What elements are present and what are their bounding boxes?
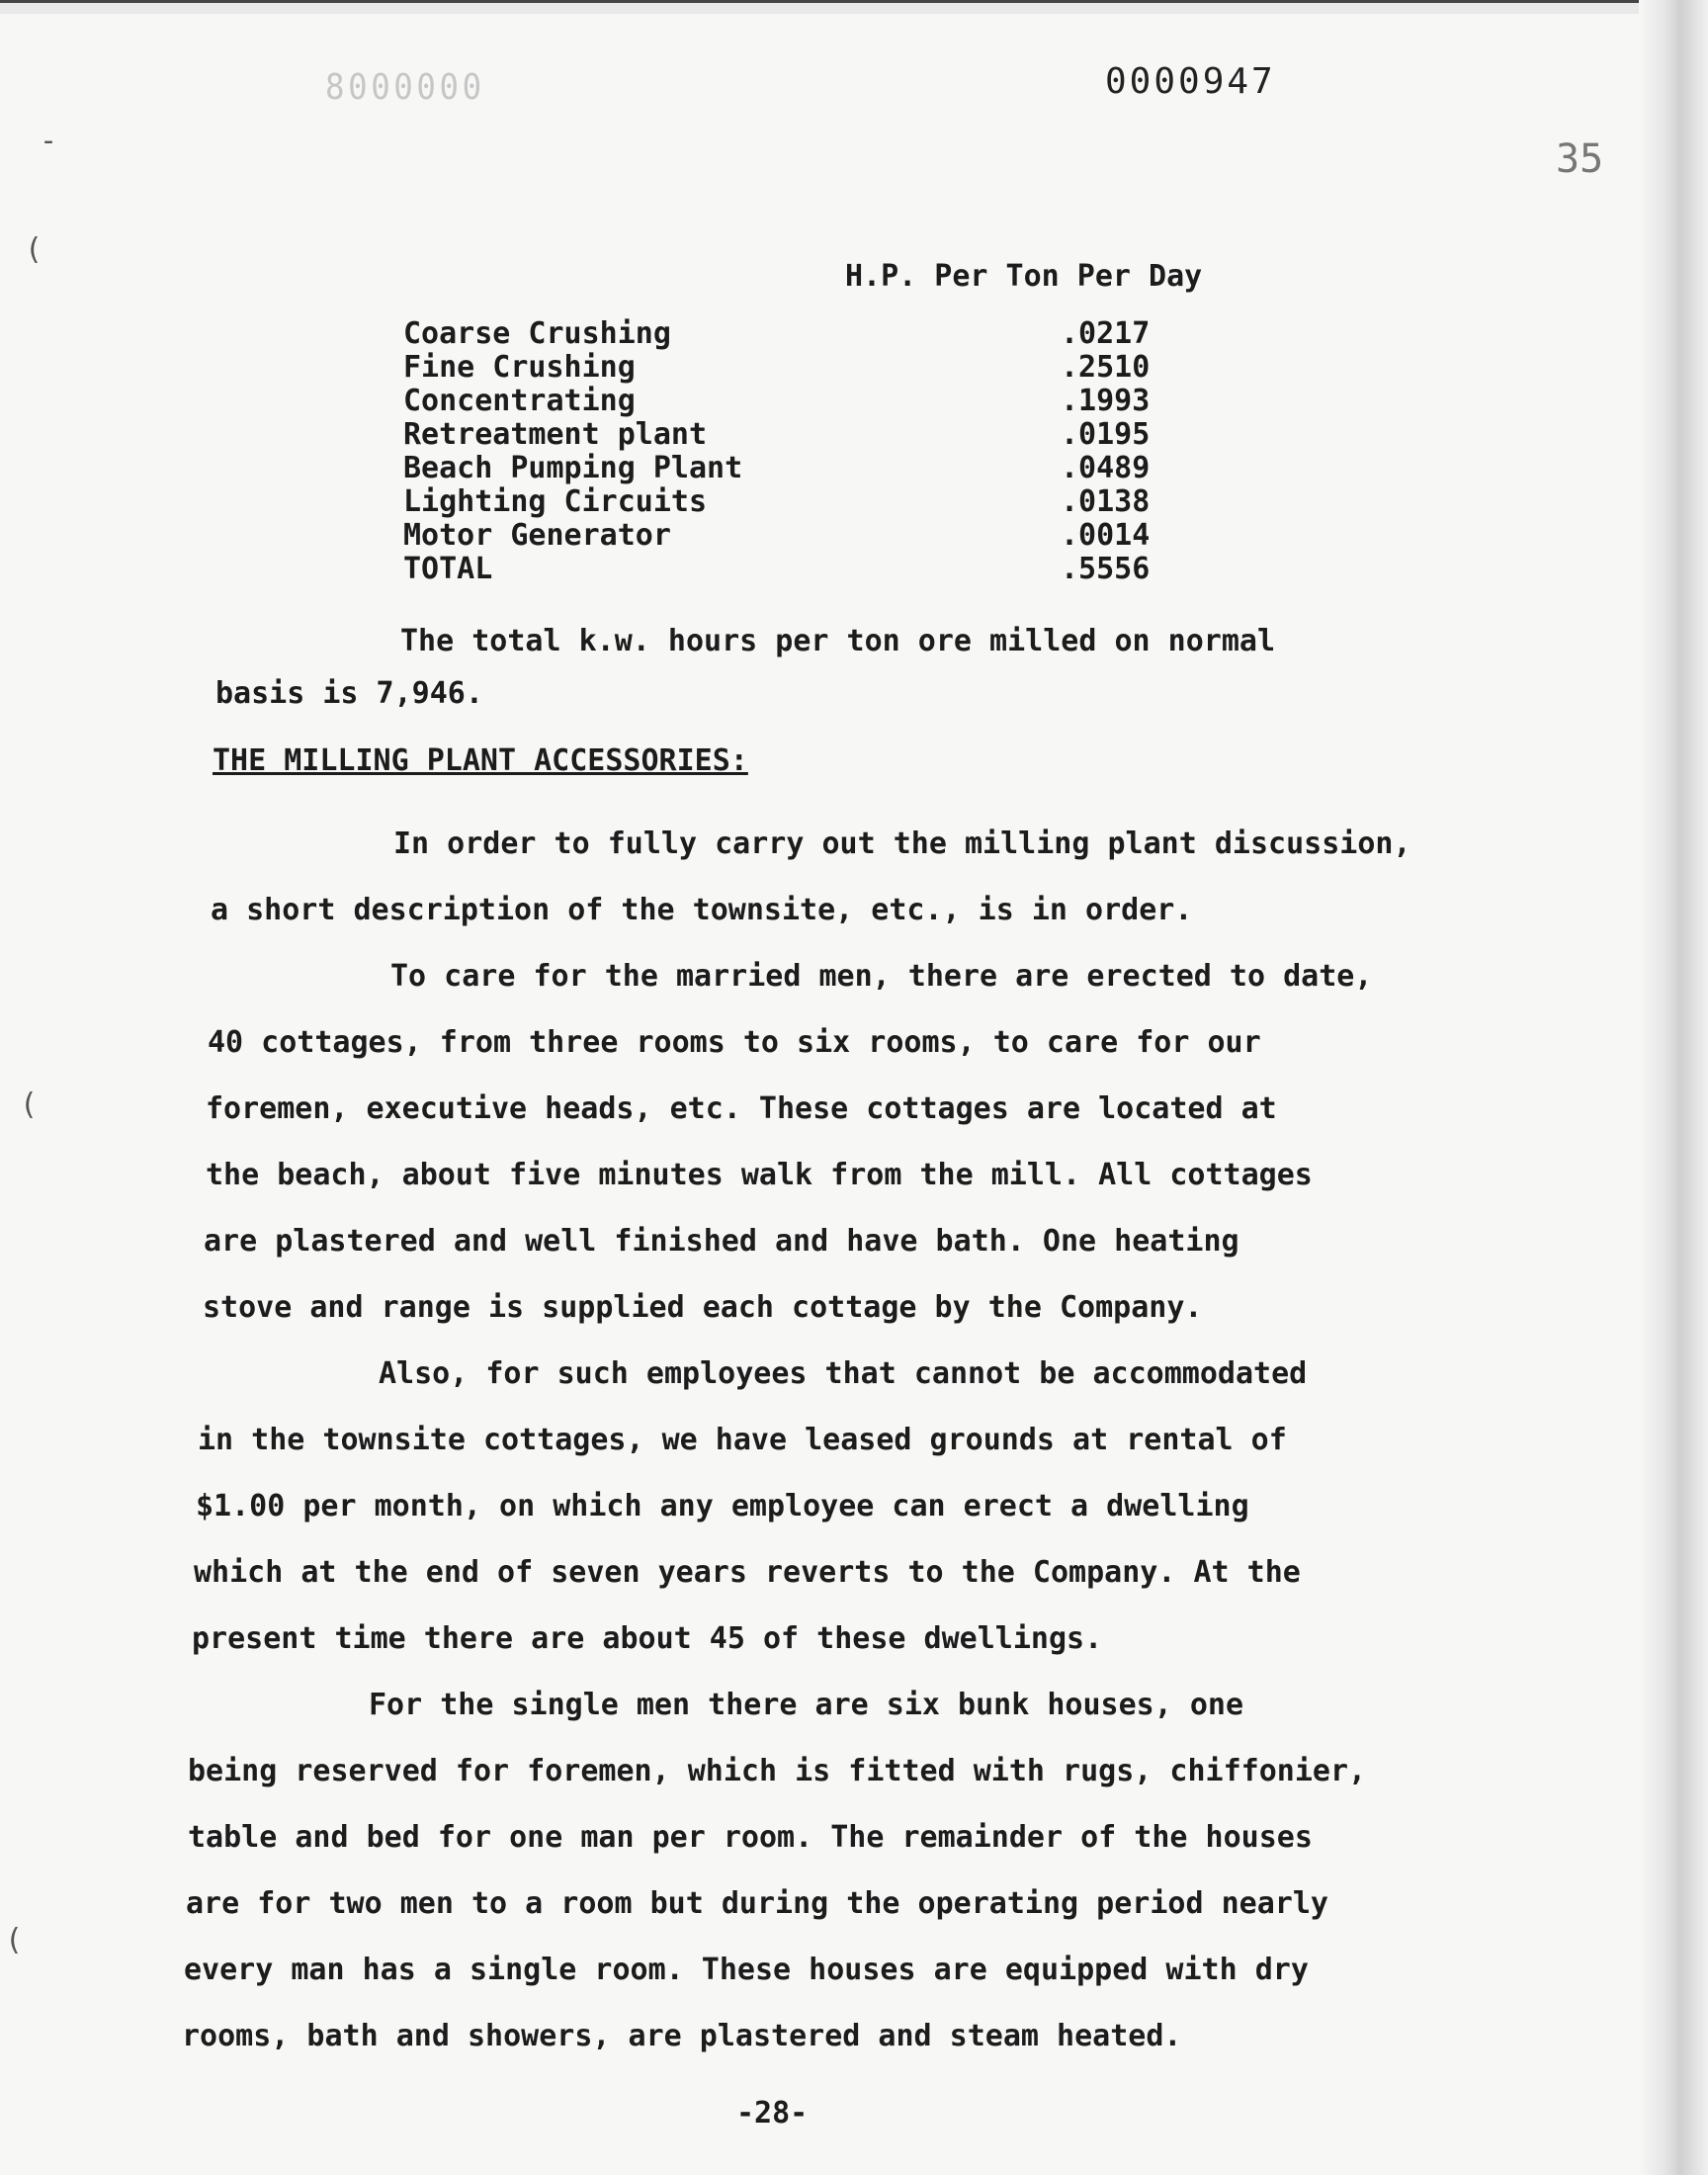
scan-right-edge (1639, 0, 1708, 2175)
margin-bracket: ( (25, 232, 43, 267)
text-line: the beach, about five minutes walk from the mill. All cottages (206, 1158, 1313, 1192)
hp-row-label: Motor Generator (403, 518, 671, 553)
margin-tick: - (40, 124, 58, 158)
margin-bracket: ( (20, 1088, 39, 1122)
hp-row-value: .5556 (1061, 552, 1151, 586)
hp-row-value: .0014 (1061, 518, 1151, 553)
text-line: 40 cottages, from three rooms to six rooms, to care for our (208, 1025, 1261, 1060)
hp-table-row (403, 484, 1174, 518)
hp-row-label: Coarse Crushing (403, 316, 671, 351)
hp-row-label: Beach Pumping Plant (403, 451, 743, 485)
hp-row-value: .0489 (1061, 451, 1151, 485)
hp-table-row (403, 518, 1174, 552)
hp-row-label: Lighting Circuits (403, 484, 708, 519)
hp-row-value: .0138 (1061, 484, 1151, 519)
hp-table-header: H.P. Per Ton Per Day (845, 259, 1203, 294)
text-line: In order to fully carry out the milling plant discussion, (393, 826, 1411, 861)
text-line: which at the end of seven years reverts to the Company. At the (194, 1555, 1301, 1590)
scan-top-edge (0, 0, 1708, 14)
text-line: being reserved for foremen, which is fitted with rugs, chiffonier, (188, 1754, 1367, 1788)
section-heading: THE MILLING PLANT ACCESSORIES: (213, 743, 748, 778)
document-number: 0000947 (1105, 61, 1276, 102)
text-line: in the townsite cottages, we have leased grounds at rental of (198, 1423, 1287, 1457)
text-line: Also, for such employees that cannot be accommodated (379, 1356, 1308, 1391)
hp-row-value: .2510 (1061, 350, 1151, 385)
page-number: -28- (736, 2096, 809, 2131)
hp-table-row (403, 350, 1174, 384)
text-line: are plastered and well finished and have bath. One heating (204, 1224, 1239, 1259)
text-line: rooms, bath and showers, are plastered and steam heated. (182, 2019, 1182, 2053)
hp-table-row (403, 384, 1174, 417)
hp-row-value: .1993 (1061, 384, 1151, 418)
margin-bracket: ( (5, 1923, 24, 1958)
hp-table-row (403, 451, 1174, 484)
hp-row-label: Retreatment plant (403, 417, 708, 452)
hp-row-label: Fine Crushing (403, 350, 636, 385)
hp-row-value: .0217 (1061, 316, 1151, 351)
hp-table-total-row (403, 552, 1174, 585)
text-line: $1.00 per month, on which any employee can erect a dwelling (196, 1489, 1249, 1523)
hp-row-value: .0195 (1061, 417, 1151, 452)
hp-table-row (403, 316, 1174, 350)
text-line: foremen, executive heads, etc. These cottages are located at (206, 1091, 1277, 1126)
text-line: a short description of the townsite, etc., is in order. (211, 893, 1193, 927)
text-line: present time there are about 45 of these dwellings. (192, 1621, 1103, 1656)
text-line: The total k.w. hours per ton ore milled on normal (400, 624, 1276, 658)
text-line: basis is 7,946. (215, 676, 483, 711)
text-line: table and bed for one man per room. The remainder of the houses (188, 1820, 1313, 1855)
hp-row-label: Concentrating (403, 384, 636, 418)
text-line: To care for the married men, there are erected to date, (390, 959, 1373, 994)
faded-document-number: 8000000 (324, 67, 485, 108)
text-line: For the single men there are six bunk houses, one (369, 1688, 1244, 1722)
hp-table-row (403, 417, 1174, 451)
hp-row-label: TOTAL (403, 552, 493, 586)
corner-mark: 35 (1556, 136, 1604, 182)
text-line: are for two men to a room but during the operating period nearly (186, 1886, 1328, 1921)
text-line: every man has a single room. These houses are equipped with dry (184, 1953, 1309, 1987)
text-line: stove and range is supplied each cottage by the Company. (203, 1290, 1203, 1325)
